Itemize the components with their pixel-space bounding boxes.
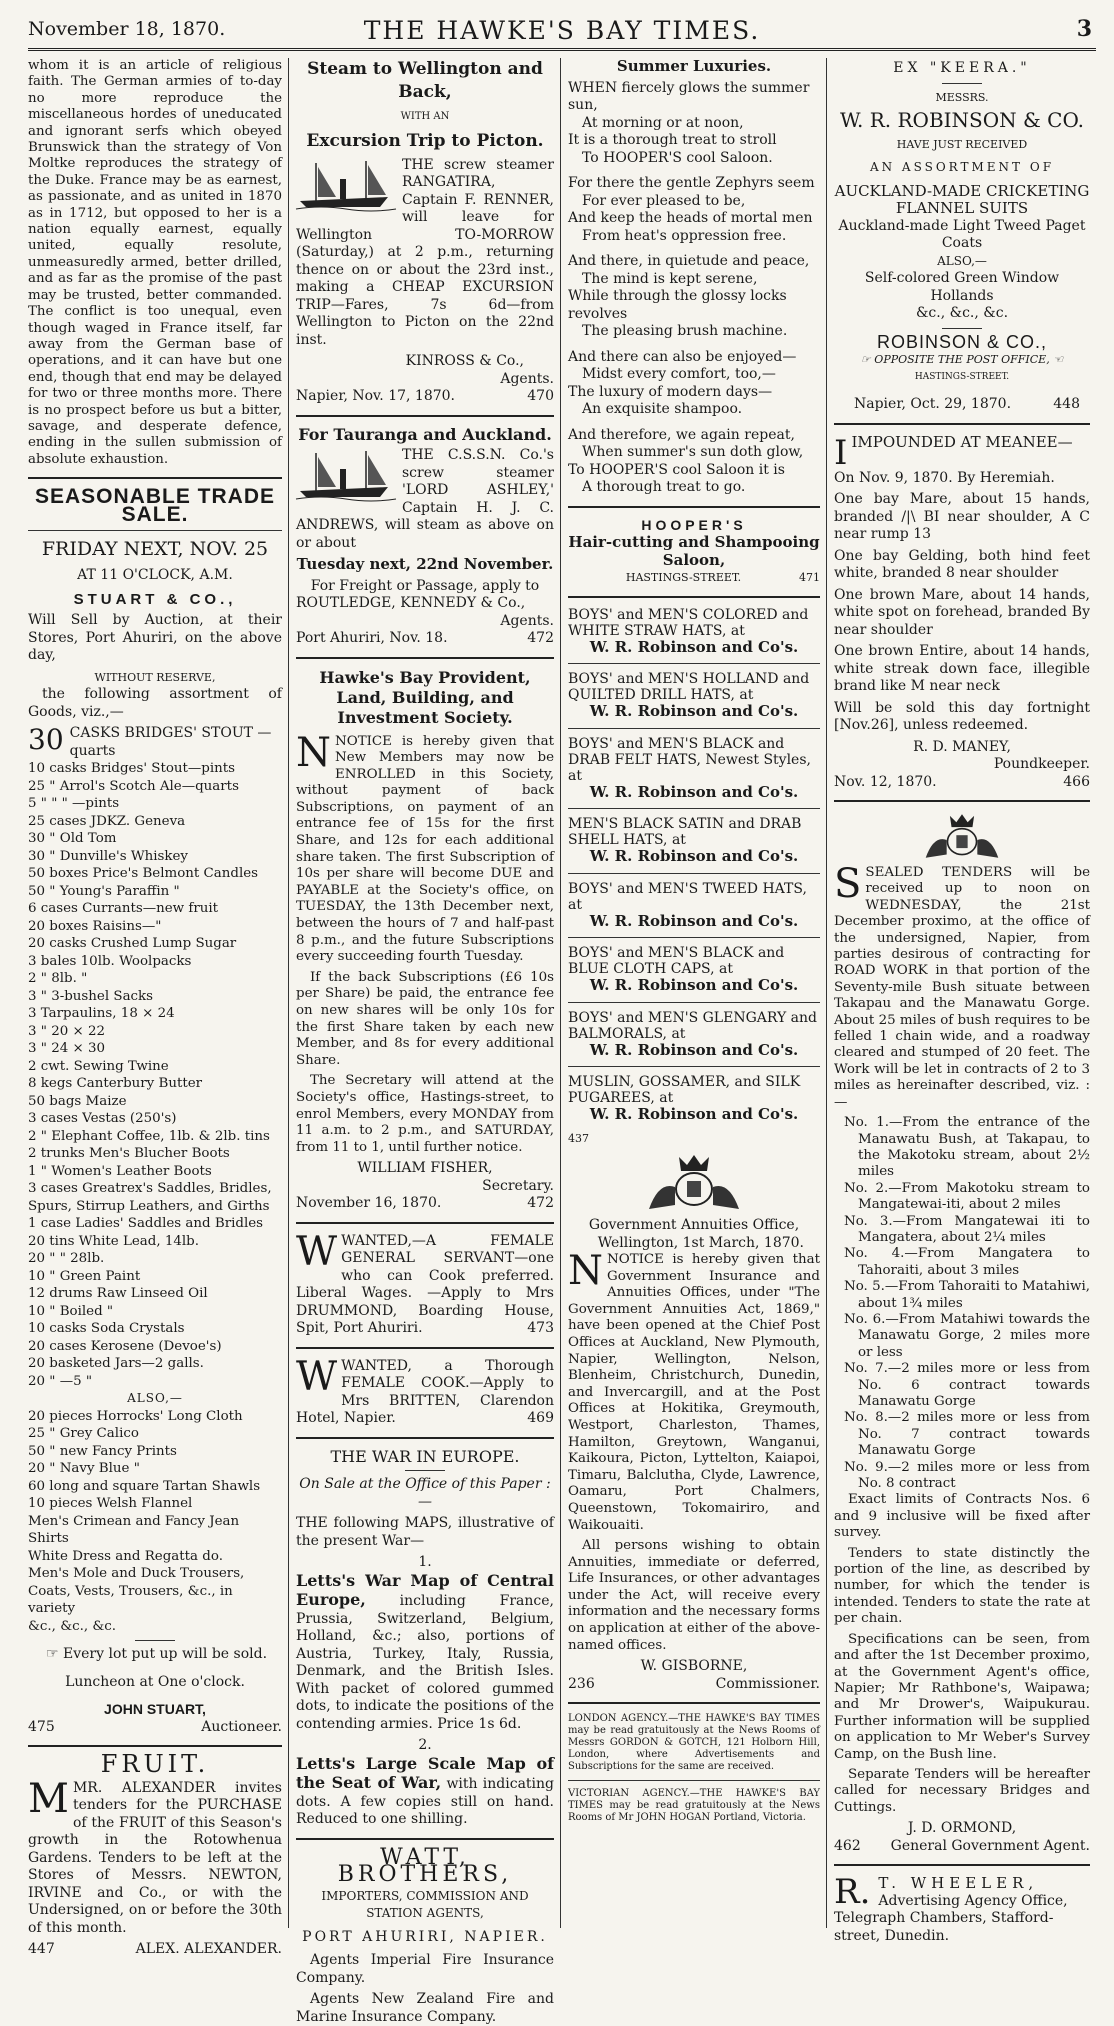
steam-footer — [296, 388, 554, 406]
society-footer — [296, 1195, 554, 1213]
wheeler-body: Advertising Agency Office, Telegraph Chambers, Stafford-street, Dunedin. — [834, 1892, 1068, 1944]
divider — [568, 873, 820, 874]
list-item: 2 " 8lb. " — [28, 971, 88, 987]
tenders-p2: Tenders to state distinctly the portion of the line, as described by number, for which the tender is intended. Tenders to state the rate at per chain. — [834, 1545, 1090, 1627]
tenders-p3: Specifications can be seen, from and after the 1st December proximo, at the Government Agent's office, Napier; Mr Rathbone's, Waipawa; and Mr Drower's, Waipukurau. Further information will be supplied on application to Mr Weber's Survey Camp, on the Bush line. — [834, 1631, 1090, 1762]
keera-heading: EX "KEERA." — [893, 60, 1031, 76]
sale-heading: SEASONABLE TRADE SALE. — [34, 485, 276, 526]
list-item: 30 " Dunville's Whiskey — [28, 848, 188, 864]
impounded-date: Nov. 12, 1870. — [834, 773, 937, 790]
robinson-firm: W. R. ROBINSON & CO. — [839, 108, 1085, 132]
list-item: 3 cases Vestas (250's) — [28, 1111, 177, 1127]
society-signer: WILLIAM FISHER, — [357, 1160, 493, 1177]
list-item: 1 " Women's Leather Boots — [28, 1163, 212, 1179]
list-item: Men's Crimean and Fancy Jean Shirts — [28, 1513, 240, 1547]
ad-number: 462 — [834, 1837, 861, 1854]
hat-ad — [568, 1074, 820, 1124]
poundkeeper-role: Poundkeeper. — [993, 756, 1090, 772]
tenders-body: SSEALED TENDERS will be received up to noon on WEDNESDAY, the 21st December proximo, at the office of the undersigned, Napier, from parties desirous of contracting for ROAD WORK in that portion of the Seventy-mile Bush situate between Takapau and the Manawatu Gorge. About 25 miles of bush requires to be felled 1 chain wide, and a roadway cleared and stumped of 20 feet. The Work will be let in contracts of 2 to 3 miles as hereinafter described, viz. :— — [834, 861, 1090, 1110]
watt-line-1: IMPORTERS, COMMISSION AND — [321, 1888, 529, 1903]
hat-ad-text: BOYS' and MEN'S COLORED and WHITE STRAW HATS, at — [568, 606, 809, 639]
divider — [568, 808, 820, 809]
impounded-heading: IIMPOUNDED AT MEANEE— — [834, 432, 1073, 473]
list-item: 20 tins White Lead, 14lb. — [28, 1233, 199, 1249]
list-item: 10 casks Bridges' Stout—pints — [28, 761, 236, 777]
list-item: 20 " Navy Blue " — [28, 1461, 140, 1477]
list-item: 30 " Old Tom — [28, 831, 117, 847]
column-rule — [288, 58, 289, 1928]
hat-ad-text: BOYS' and MEN'S BLACK and BLUE CLOTH CAPS, at — [568, 945, 785, 977]
list-item: 50 " Young's Paraffin " — [28, 883, 180, 899]
wheeler-ad — [834, 1872, 1090, 1945]
sale-assortment: the following assortment of Goods, viz.,— — [28, 686, 282, 720]
cricketing-suits: AUCKLAND-MADE CRICKETING FLANNEL SUITS — [834, 181, 1090, 217]
hat-ads — [568, 607, 820, 1124]
poem-line: To HOOPER'S cool Saloon. — [582, 149, 773, 166]
hat-ad-text: BOYS' and MEN'S GLENGARY and BALMORALS, at — [568, 1009, 817, 1042]
pointing-hand-icon: ☞ — [46, 1646, 59, 1663]
tender-contract: No. 8.—2 miles more or less from No. 7 contract towards Manawatu Gorge — [844, 1410, 1090, 1459]
poem-line: The mind is kept serene, — [582, 270, 758, 287]
tauranga-heading: For Tauranga and Auckland. — [298, 424, 552, 444]
steam-agent: KINROSS & Co., — [405, 353, 524, 369]
poem-line: From heat's oppression free. — [582, 227, 787, 244]
list-item: 10 " Boiled " — [28, 1303, 114, 1319]
etc-line: &c., &c., &c. — [915, 305, 1009, 321]
tender-contract: No. 9.—2 miles more or less from No. 8 contract — [844, 1459, 1090, 1492]
list-item: 2 cwt. Sewing Twine — [28, 1058, 169, 1074]
society-body-2: If the back Subscriptions (£6 10s per Share) be paid, the entrance fee on new shares will be only 10s for the first Share taken by each new Member, and 8s for every additional Share. — [296, 969, 554, 1068]
ad-number: 447 — [28, 1941, 55, 1958]
list-item: 3 cases Greatrex's Saddles, Bridles, Spurs, Stirrup Leathers, and Girths — [28, 1181, 272, 1214]
map-number-2: 2. — [418, 1737, 432, 1754]
sale-date: FRIDAY NEXT, NOV. 25 — [41, 538, 269, 561]
map-2-title: Letts's Large Scale Map of the Seat of War, — [296, 1753, 554, 1793]
list-item: 12 drums Raw Linseed Oil — [28, 1286, 208, 1302]
steam-agents-label: Agents. — [500, 370, 554, 387]
lead-item-text: CASKS BRIDGES' STOUT —quarts — [69, 725, 272, 759]
steam-trip: Excursion Trip to Picton. — [306, 130, 544, 151]
steam-place: Napier, Nov. 17, 1870. — [296, 388, 455, 404]
hooper-street: HASTINGS-STREET. — [625, 571, 742, 584]
watt-name: WATT, BROTHERS, — [337, 1844, 513, 1888]
list-item: 1 case Ladies' Saddles and Bridles — [28, 1216, 264, 1232]
royal-crest-icon — [639, 1151, 749, 1213]
lot-note: ☞ Every lot put up will be sold. — [46, 1646, 268, 1663]
hat-ad-firm: W. R. Robinson and Co's. — [589, 1040, 799, 1059]
poem-line: An exquisite shampoo. — [582, 401, 743, 417]
list-item: 20 boxes Raisins—" — [28, 918, 162, 934]
ad-number: 471 — [798, 571, 820, 584]
society-body-1: NNOTICE is hereby given that New Members may now be ENROLLED in this Society, without payment of back Subscriptions, on payment of an entrance fee of 15s for the first Share, and 12s for each additional share taken. The first Subscription of 10s per share will become DUE and PAYABLE at the Society's office, on TUESDAY, the 13th December next, between the hours of 7 and half-past 8 p.m., and the future Subscriptions every succeeding fourth Tuesday. — [296, 729, 554, 965]
column-rule — [560, 58, 561, 1928]
hat-ad-text: MUSLIN, GOSSAMER, and SILK PUGAREES, at — [568, 1074, 801, 1106]
society-date: November 16, 1870. — [296, 1195, 442, 1212]
poem-line: Midst every comfort, too,— — [582, 366, 776, 382]
list-item: 10 pieces Welsh Flannel — [28, 1496, 193, 1512]
column-4 — [834, 58, 1090, 1944]
divider — [568, 937, 820, 938]
tauranga-footer — [296, 630, 554, 648]
sale-time: AT 11 O'CLOCK, A.M. — [77, 567, 233, 584]
list-item: 8 kegs Canterbury Butter — [28, 1076, 203, 1092]
tauranga-body: THE C.S.S.N. Co.'s screw steamer 'LORD ASHLEY,' Captain H. J. C. ANDREWS, will steam as above on or about — [296, 447, 554, 551]
pointing-hand-icon: ☞ — [860, 353, 871, 366]
annuity-role: Commissioner. — [715, 1675, 820, 1692]
have-received: HAVE JUST RECEIVED — [896, 137, 1028, 151]
divider — [568, 728, 820, 729]
list-item: 5 " " " —pints — [28, 796, 120, 812]
hat-ad — [568, 736, 820, 802]
list-item: 20 basketed Jars—2 galls. — [28, 1356, 204, 1372]
poem-line: And there can also be enjoyed— — [568, 348, 797, 365]
tender-contract: No. 4.—From Mangatera to Tahoraiti, about 3 miles — [844, 1246, 1090, 1278]
divider — [568, 1066, 820, 1067]
list-item: 3 " 20 × 22 — [28, 1023, 106, 1039]
impounded-animal: One brown Entire, about 14 hands, white streak down face, illegible brand like M near neck — [834, 643, 1090, 694]
poem-line: For ever pleased to be, — [582, 192, 746, 209]
fruit-heading: FRUIT. — [100, 1750, 210, 1779]
map-2-body: with indicating dots. A few copies still on hand. Reduced to one shilling. — [296, 1776, 555, 1828]
sale-goods-list-2 — [28, 1408, 282, 1636]
poem-stanza — [568, 349, 820, 419]
hat-ad-firm: W. R. Robinson and Co's. — [589, 911, 799, 930]
lead-qty: 30 — [28, 723, 64, 757]
watt-agent-1: Agents Imperial Fire Insurance Company. — [296, 1952, 554, 1986]
sale-goods-list — [28, 760, 282, 1390]
steam-body: THE screw steamer RANGATIRA, Captain F. RENNER, will leave for Wellington TO-MORROW (Saturday,) at 2 p.m., returning thence on or about the 23rd inst., making a CHEAP EXCURSION TRIP—Fares, 7s 6d—from Wellington to Picton on the 22nd inst. — [296, 156, 554, 348]
war-heading: THE WAR IN EUROPE. — [330, 1446, 520, 1466]
page-number: 3 — [1076, 16, 1092, 42]
hat-ad-firm: W. R. Robinson and Co's. — [589, 782, 799, 801]
list-item: 20 " —5 " — [28, 1373, 93, 1389]
list-item: 3 bales 10lb. Woolpacks — [28, 953, 192, 969]
list-item: White Dress and Regatta do. — [28, 1548, 223, 1564]
ormond-name: J. D. ORMOND, — [907, 1820, 1017, 1837]
poem-line: To HOOPER'S cool Saloon it is — [568, 461, 785, 478]
watt-agent-2: Agents New Zealand Fire and Marine Insurance Company. — [296, 1991, 554, 2025]
poem-stanza — [568, 253, 820, 341]
london-agency: LONDON AGENCY.—THE HAWKE'S BAY TIMES may be read gratuitously at the News Rooms of Messrs GORDON & GOTCH, 121 Holborn Hill, London, where Advertisements and Subscriptions for the same are received. — [568, 1713, 820, 1773]
robinson-footer — [834, 396, 1090, 414]
steam-heading: Steam to Wellington and Back, — [307, 59, 543, 102]
ad-number: 472 — [527, 630, 554, 646]
tenders-p4: Separate Tenders will be hereafter called for necessary Bridges and Cuttings. — [834, 1766, 1090, 1815]
hat-ad-firm: W. R. Robinson and Co's. — [589, 702, 799, 720]
poem-line: And therefore, we again repeat, — [568, 426, 795, 443]
messrs: MESSRS. — [935, 90, 989, 104]
list-item: 25 " Grey Calico — [28, 1426, 139, 1442]
map-number-1: 1. — [418, 1554, 432, 1571]
list-item: 50 bags Maize — [28, 1093, 127, 1109]
paget-coats: Auckland-made Light Tweed Paget Coats — [838, 217, 1086, 251]
hooper-line: Hair-cutting and Shampooing Saloon, — [568, 533, 820, 569]
list-item: 2 " Elephant Coffee, 1lb. & 2lb. tins — [28, 1128, 270, 1144]
impounded-sold: Will be sold this day fortnight [Nov.26], unless redeemed. — [834, 699, 1090, 733]
war-sale-note: On Sale at the Office of this Paper :— — [299, 1476, 551, 1510]
ad-number: 469 — [527, 1410, 554, 1427]
tender-contract: No. 2.—From Makotoku stream to Mangatewai-iti, about 2 miles — [844, 1180, 1090, 1213]
sale-intro: Will Sell by Auction, at their Stores, Port Ahuriri, on the above day, — [28, 612, 282, 664]
list-item: 10 " Green Paint — [28, 1268, 141, 1284]
column-1 — [28, 58, 282, 1958]
column-3 — [568, 58, 820, 1928]
ad-number: 448 — [1053, 396, 1080, 412]
watt-place: PORT AHURIRI, NAPIER. — [302, 1928, 548, 1945]
annuity-office: Government Annuities Office, — [588, 1217, 800, 1233]
auction-firm: STUART & CO., — [73, 590, 237, 608]
poem-line: It is a thorough treat to stroll — [568, 132, 777, 148]
annuity-body: NNOTICE is hereby given that Government Insurance and Annuities Offices, under "The Government Annuities Act, 1869," have been opened at the Chief Post Offices at Auckland, New Plymouth, Napier, Wellington, Nelson, Blenheim, Christchurch, Dunedin, and Invercargill, and at the Post Offices at Hokitika, Greymouth, Westport, Charleston, Thames, Hamilton, Greytown, Wanganui, Kaikoura, Picton, Lyttelton, Kaiapoi, Timaru, Balclutha, Clyde, Lawrence, Oamaru, Port Chalmers, Queenstown, Tokomairiro, and Waikouaiti. — [568, 1248, 820, 1533]
sale-reserve: WITHOUT RESERVE, — [94, 670, 216, 684]
list-item: 25 cases JDKZ. Geneva — [28, 813, 186, 829]
poundkeeper-name: R. D. MANEY, — [913, 738, 1011, 755]
assortment-label: AN ASSORTMENT OF — [869, 160, 1055, 174]
wheeler-initial: R. — [834, 1872, 871, 1913]
poem-line: A thorough treat to go. — [582, 479, 746, 495]
hat-ad — [568, 816, 820, 866]
map-1-body: including France, Prussia, Switzerland, Belgium, Holland, &c.; also, portions of Austria, Turkey, Italy, Russia, Denmark, and the British Isles. With packet of colored gummed dots, to indicate the positions of the contending armies. Price 1s 6d. — [296, 1593, 554, 1732]
poem — [568, 80, 820, 497]
fruit-signature — [28, 1941, 282, 1959]
ad-number: 466 — [1063, 773, 1090, 790]
society-body-3: The Secretary will attend at the Society's office, Hastings-street, to enrol Members, every MONDAY from 11 a.m. to 2 p.m., and SATURDAY, from 11 to 1, until further notice. — [296, 1073, 554, 1155]
poem-line: WHEN fiercely glows the summer sun, — [568, 79, 810, 113]
annuity-signer: W. GISBORNE, — [640, 1658, 748, 1675]
list-item: 20 pieces Horrocks' Long Cloth — [28, 1408, 243, 1424]
divider — [568, 1002, 820, 1003]
tauranga-agents-label: Agents. — [500, 612, 554, 629]
list-item: 2 trunks Men's Blucher Boots — [28, 1146, 230, 1162]
poem-stanza — [568, 175, 820, 245]
tender-contract: No. 7.—2 miles more or less from No. 6 contract towards Manawatu Gorge — [844, 1361, 1090, 1409]
victorian-agency: VICTORIAN AGENCY.—THE HAWKE'S BAY TIMES may be read gratuitously at the News Rooms of Mr JOHN HOGAN Portland, Victoria. — [568, 1788, 820, 1824]
list-item: 6 cases Currants—new fruit — [28, 901, 219, 917]
list-item: 3 Tarpaulins, 18 × 24 — [28, 1006, 175, 1022]
hat-ad — [568, 1010, 820, 1060]
poem-stanza — [568, 80, 820, 168]
ormond-role: General Government Agent. — [890, 1837, 1090, 1854]
wheeler-name: T. WHEELER, — [878, 1874, 1039, 1893]
ormond-footer — [834, 1838, 1090, 1856]
ad-number: 475 — [28, 1718, 55, 1735]
opposite-post-office: ☞ OPPOSITE THE POST OFFICE, ☜ — [860, 353, 1064, 366]
royal-crest-icon — [907, 811, 1017, 861]
poem-line: The luxury of modern days— — [568, 383, 773, 400]
tender-contract: No. 6.—From Matahiwi towards the Manawatu Gorge, 2 miles more or less — [844, 1311, 1090, 1360]
poem-stanza — [568, 427, 820, 497]
annuity-footer — [568, 1676, 820, 1694]
auctioneer-line — [28, 1719, 282, 1737]
tauranga-date: Tuesday next, 22nd November. — [296, 555, 554, 573]
poem-line: For there the gentle Zephyrs seem — [568, 175, 815, 191]
hat-ad — [568, 671, 820, 721]
list-item: &c., &c., &c. — [28, 1618, 117, 1634]
hat-ad-firm: W. R. Robinson and Co's. — [589, 847, 799, 865]
poem-line: At morning or at noon, — [582, 114, 744, 131]
also-label: ALSO,— — [937, 253, 987, 268]
divider — [568, 663, 820, 664]
hat-ad-firm: W. R. Robinson and Co's. — [589, 1105, 799, 1123]
list-item: 20 cases Kerosene (Devoe's) — [28, 1338, 222, 1354]
map-1 — [296, 1572, 554, 1734]
newspaper-title: THE HAWKE'S BAY TIMES. — [363, 16, 761, 45]
steam-with: WITH AN — [400, 111, 450, 122]
list-item: 3 " 24 × 30 — [28, 1041, 106, 1057]
annuity-place: Wellington, 1st March, 1870. — [597, 1234, 804, 1251]
impounded-animals — [834, 491, 1090, 696]
tauranga-freight: For Freight or Passage, apply to — [310, 577, 540, 594]
issue-date: November 18, 1870. — [28, 18, 226, 40]
ad-number: 437 — [568, 1131, 589, 1145]
ad-number: 470 — [527, 388, 554, 404]
hat-ad — [568, 607, 820, 657]
hat-ad — [568, 945, 820, 995]
watt-line-2: STATION AGENTS, — [366, 1906, 484, 1921]
auctioneer-name: JOHN STUART, — [104, 1701, 206, 1718]
poem-line: The pleasing brush machine. — [582, 323, 788, 339]
masthead — [28, 14, 1096, 51]
poem-line: While through the glossy locks revolves — [568, 288, 787, 322]
hat-ad-text: BOYS' and MEN'S BLACK and DRAB FELT HATS, Newest Styles, at — [568, 735, 811, 784]
auctioneer-role: Auctioneer. — [201, 1718, 282, 1735]
tender-contract: No. 3.—From Mangatewai iti to Mangatera, about 2¼ miles — [844, 1213, 1090, 1245]
ad-number: 236 — [568, 1675, 595, 1692]
tender-contracts — [834, 1115, 1090, 1492]
tauranga-firm: ROUTLEDGE, KENNEDY & Co., — [296, 595, 526, 611]
column-2 — [296, 58, 555, 2025]
ad-number: 472 — [527, 1195, 554, 1212]
hooper-footer — [568, 569, 820, 587]
column-rule — [826, 58, 827, 1928]
poem-line: And there, in quietude and peace, — [568, 253, 810, 269]
hooper-name: HOOPER'S — [641, 516, 747, 533]
fruit-signer: ALEX. ALEXANDER. — [135, 1941, 282, 1958]
tender-contract: No. 5.—From Tahoraiti to Matahiwi, about 1¾ miles — [844, 1279, 1090, 1311]
poem-line: And keep the heads of mortal men — [568, 210, 813, 226]
society-role: Secretary. — [482, 1177, 554, 1194]
tender-contract: No. 1.—From the entrance of the Manawatu Bush, at Takapau, to the Makotoku stream, about 2½ miles — [844, 1115, 1090, 1180]
robinson-firm-2: ROBINSON & CO., — [876, 331, 1048, 352]
fruit-body: MMR. ALEXANDER invites tenders for the PURCHASE of the FRUIT of this Season's growth in the Rotowhenua Gardens. Tenders to be left at the Stores of Messrs. NEWTON, IRVINE and Co., or with the Undersigned, on or before the 30th of this month. — [28, 1775, 282, 1936]
list-item: 3 " 3-bushel Sacks — [28, 988, 154, 1004]
hat-ad — [568, 881, 820, 931]
list-item: Men's Mole and Duck Trousers, Coats, Vests, Trousers, &c., in variety — [28, 1566, 245, 1617]
impounded-animal: One brown Mare, about 14 hands, white spot on forehead, branded By near shoulder — [834, 586, 1090, 638]
list-item: 20 " " 28lb. — [28, 1251, 105, 1267]
robinson-place: Napier, Oct. 29, 1870. — [854, 396, 1012, 412]
annuity-body-2: All persons wishing to obtain Annuities, immediate or deferred, Life Insurances, or other advantages under the Act, will receive every information and the necessary forms on application at either of the above-named offices. — [568, 1538, 820, 1653]
war-article: whom it is an article of religious faith. The German armies of to-day no more reproduce the miscellaneous hordes of uneducated and ignorant serfs which obeyed Brunswick than the strategy of Von Moltke reproduces the strategy of the Duke. France may be as earnest, as passionate, and as united in 1870 as in 1712, but opposed to her is a nation equally earnest, equally united, equally resolute, unmeasuredly armed, better drilled, and as far as the promise of the past may be trusted, better commanded. The conflict is too unequal, even though waged in France itself, far away from the German base of operations, and it can have but one end, though that end may be delayed for two or three months more. There is no prospect before us but a bitter, savage, and desperate defence, ending in the sullen submission of absolute exhaustion. — [28, 58, 282, 467]
list-item: 25 " Arrol's Scotch Ale—quarts — [28, 778, 239, 794]
window-hollands: Self-colored Green Window Hollands — [864, 270, 1060, 304]
war-intro: THE following MAPS, illustrative of the present War— — [296, 1515, 554, 1549]
poem-title: Summer Luxuries. — [616, 57, 772, 75]
wanted-cook: WWANTED, a Thorough FEMALE COOK.—Apply to Mrs BRITTEN, Clarendon Hotel, Napier. 469 — [296, 1353, 554, 1427]
list-item: 60 long and square Tartan Shawls — [28, 1478, 261, 1494]
pointing-hand-icon: ☜ — [1053, 353, 1064, 366]
impounded-on: On Nov. 9, 1870. By Heremiah. — [834, 469, 1055, 486]
society-heading: Hawke's Bay Provident, Land, Building, and Investment Society. — [319, 667, 531, 727]
hat-ad-firm: W. R. Robinson and Co's. — [589, 637, 799, 656]
ad-number: 473 — [527, 1320, 554, 1337]
list-item: 20 casks Crushed Lump Sugar — [28, 936, 237, 952]
luncheon-note: Luncheon at One o'clock. — [65, 1673, 245, 1690]
map-2 — [296, 1755, 554, 1829]
wanted-servant: WWANTED,—A FEMALE GENERAL SERVANT—one who can Cook preferred. Liberal Wages. —Apply to Mrs DRUMMOND, Boarding House, Spit, Port Ahuriri. 473 — [296, 1228, 554, 1337]
lead-item — [28, 725, 282, 760]
steamship-icon — [296, 157, 396, 213]
hat-ad-text: BOYS' and MEN'S HOLLAND and QUILTED DRILL HATS, at — [568, 671, 810, 703]
list-item: 10 casks Soda Crystals — [28, 1321, 185, 1337]
list-item: 50 " new Fancy Prints — [28, 1443, 177, 1459]
hat-ad-text: MEN'S BLACK SATIN and DRAB SHELL HATS, at — [568, 816, 802, 848]
tauranga-place: Port Ahuriri, Nov. 18. — [296, 630, 448, 646]
impounded-footer — [834, 774, 1090, 792]
impounded-animal: One bay Mare, about 15 hands, branded /|\ BI near shoulder, A C near rump 13 — [834, 491, 1090, 542]
steamship-icon — [296, 447, 396, 503]
hat-ad-text: BOYS' and MEN'S TWEED HATS, at — [568, 880, 807, 913]
list-item: 50 boxes Price's Belmont Candles — [28, 866, 259, 882]
hastings-street: HASTINGS-STREET. — [914, 371, 1010, 382]
hat-ad-firm: W. R. Robinson and Co's. — [589, 976, 799, 994]
impounded-animal: One bay Gelding, both hind feet white, branded 8 near shoulder — [834, 547, 1090, 581]
poem-line: When summer's sun doth glow, — [582, 444, 804, 460]
also-label: ALSO,— — [127, 1391, 183, 1406]
map-1-title: Letts's War Map of Central Europe, — [296, 1570, 554, 1610]
tenders-p1: Exact limits of Contracts Nos. 6 and 9 inclusive will be fixed after survey. — [834, 1492, 1090, 1541]
